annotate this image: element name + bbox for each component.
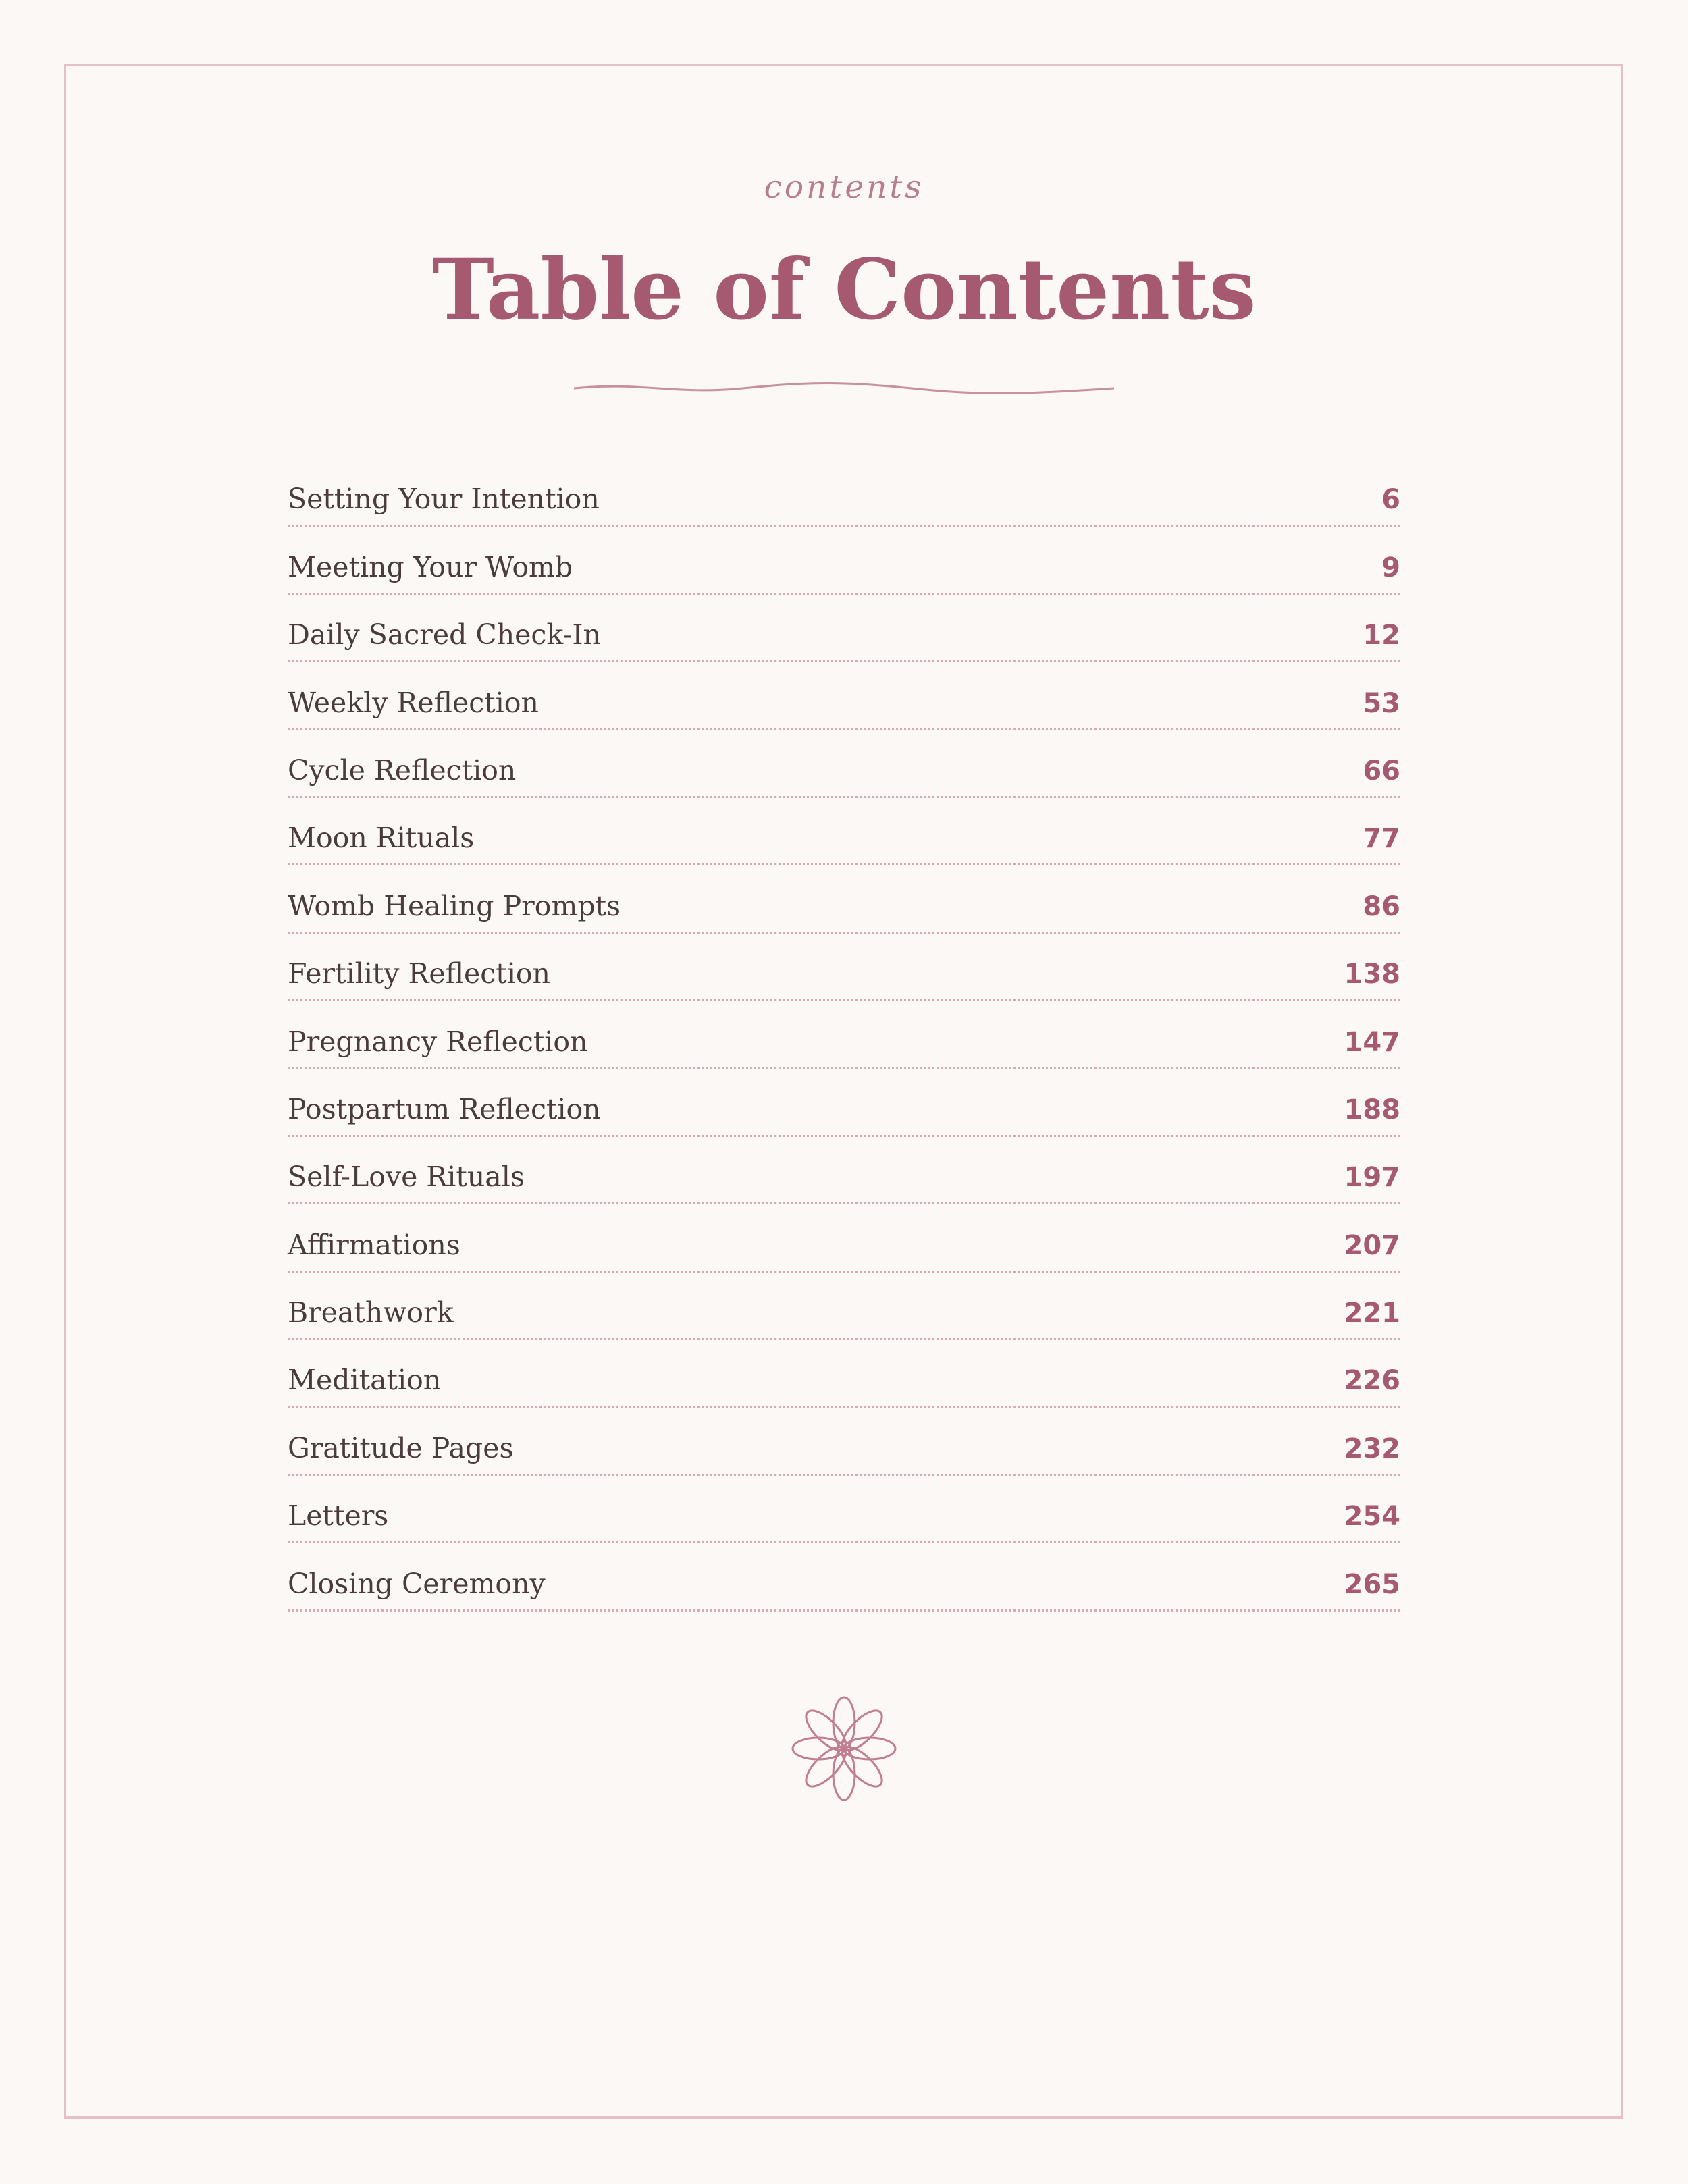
toc-entry[interactable] bbox=[288, 1543, 1400, 1611]
wave-divider-icon bbox=[574, 378, 1114, 398]
toc-entry[interactable] bbox=[288, 595, 1400, 662]
toc-entry-title: Setting Your Intention bbox=[288, 483, 600, 516]
toc-entry-title: Moon Rituals bbox=[288, 822, 475, 855]
lotus-flower-icon bbox=[790, 1695, 898, 1803]
toc-list bbox=[288, 459, 1400, 1612]
toc-entry[interactable] bbox=[288, 1069, 1400, 1137]
toc-entry[interactable] bbox=[288, 1476, 1400, 1543]
toc-entry-title: Postpartum Reflection bbox=[288, 1092, 601, 1125]
toc-entry-page-number: 6 bbox=[1381, 484, 1400, 516]
toc-entry-page-number: 207 bbox=[1344, 1229, 1400, 1261]
toc-entry-title: Closing Ceremony bbox=[288, 1567, 546, 1600]
toc-entry-title: Letters bbox=[288, 1499, 389, 1533]
toc-entry[interactable] bbox=[288, 934, 1400, 1001]
toc-entry-page-number: 188 bbox=[1344, 1094, 1400, 1125]
toc-entry[interactable] bbox=[288, 527, 1400, 594]
toc-entry-page-number: 66 bbox=[1363, 755, 1400, 787]
toc-entry-title: Gratitude Pages bbox=[288, 1431, 514, 1464]
toc-entry[interactable] bbox=[288, 730, 1400, 798]
toc-entry-page-number: 9 bbox=[1381, 552, 1400, 583]
toc-entry-page-number: 12 bbox=[1363, 620, 1400, 651]
toc-entry-page-number: 265 bbox=[1344, 1568, 1400, 1600]
toc-entry[interactable] bbox=[288, 1340, 1400, 1408]
toc-entry-page-number: 138 bbox=[1344, 959, 1400, 990]
toc-entry-page-number: 197 bbox=[1344, 1162, 1400, 1194]
toc-entry-page-number: 86 bbox=[1363, 890, 1400, 922]
toc-entry-page-number: 147 bbox=[1344, 1026, 1400, 1058]
toc-entry-title: Meeting Your Womb bbox=[288, 550, 573, 583]
toc-entry-page-number: 221 bbox=[1344, 1298, 1400, 1329]
toc-entry-page-number: 77 bbox=[1363, 823, 1400, 855]
toc-entry-title: Cycle Reflection bbox=[288, 753, 517, 787]
toc-entry-title: Fertility Reflection bbox=[288, 957, 550, 990]
toc-entry-title: Weekly Reflection bbox=[288, 686, 539, 719]
toc-entry-title: Self-Love Rituals bbox=[288, 1161, 525, 1194]
toc-entry[interactable] bbox=[288, 798, 1400, 865]
toc-entry[interactable] bbox=[288, 1408, 1400, 1475]
toc-entry[interactable] bbox=[288, 865, 1400, 933]
toc-entry-title: Pregnancy Reflection bbox=[288, 1025, 588, 1058]
section-kicker: contents bbox=[764, 169, 924, 206]
toc-entry[interactable] bbox=[288, 1204, 1400, 1272]
toc-entry-page-number: 53 bbox=[1363, 687, 1400, 719]
toc-entry[interactable] bbox=[288, 1273, 1400, 1340]
toc-entry-title: Womb Healing Prompts bbox=[288, 889, 621, 922]
toc-entry-page-number: 226 bbox=[1344, 1365, 1400, 1397]
toc-entry[interactable] bbox=[288, 662, 1400, 730]
toc-entry-title: Affirmations bbox=[288, 1228, 460, 1261]
toc-entry[interactable] bbox=[288, 459, 1400, 527]
toc-entry-title: Daily Sacred Check-In bbox=[288, 618, 601, 651]
toc-entry[interactable] bbox=[288, 1001, 1400, 1069]
page-title: Table of Contents bbox=[431, 241, 1257, 339]
toc-entry-page-number: 254 bbox=[1344, 1501, 1400, 1533]
toc-entry-title: Breathwork bbox=[288, 1296, 454, 1329]
toc-entry-title: Meditation bbox=[288, 1364, 442, 1397]
toc-entry[interactable] bbox=[288, 1137, 1400, 1204]
toc-entry-page-number: 232 bbox=[1344, 1433, 1400, 1464]
